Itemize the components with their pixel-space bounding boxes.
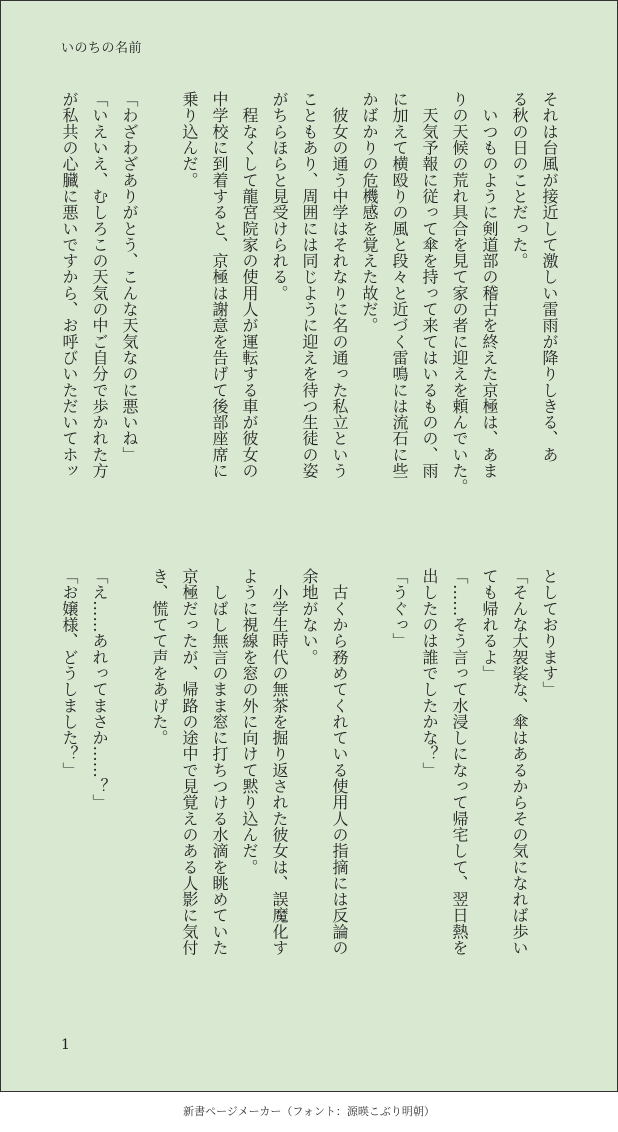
text-line: 「いえいえ、むしろこの天気の中ご自分で歩かれた方: [90, 91, 109, 479]
text-line: それは台風が接近して激しい雷雨が降りしきる、あ: [540, 91, 559, 463]
text-line: き、慌てて声をあげた。: [150, 568, 169, 746]
text-line: がちらほらと見受けられる。: [270, 91, 289, 301]
text-line: かばかりの危機感を覚えた故だ。: [360, 91, 379, 334]
text-line: 程なくして龍宮院家の使用人が運転する車が彼女の: [240, 91, 259, 479]
text-line: る秋の日のことだった。: [510, 91, 529, 269]
text-line: 出したのは誰でしたかな？」: [420, 568, 439, 778]
text-line: こともあり、周囲には同じように迎えを待つ生徒の姿: [300, 91, 319, 479]
text-line: 「……そう言って水浸しになって帰宅して、翌日熱を: [450, 568, 469, 956]
text-line: 中学校に到着すると、京極は謝意を告げて後部座席に: [210, 91, 229, 479]
text-line: ように視線を窓の外に向けて黙り込んだ。: [240, 568, 259, 875]
page-header-title: いのちの名前: [61, 41, 143, 56]
page-number: 1: [61, 1037, 70, 1053]
text-line: 「お嬢様、どうしました？」: [60, 568, 79, 778]
text-line: りの天候の荒れ具合を見て家の者に迎えを頼んでいた。: [450, 91, 469, 495]
text-line: しばし無言のまま窓に打ちつける水滴を眺めていた: [210, 568, 229, 956]
text-line: [144, 91, 174, 521]
text-line: に加えて横殴りの風と段々と近づく雷鳴には流石に些: [390, 91, 409, 479]
text-line: 「そんな大袈裟な、傘はあるからその気になれば歩い: [510, 568, 529, 956]
text-line: [354, 568, 384, 998]
text-line: 天気予報に従って傘を持って来てはいるものの、雨: [420, 91, 439, 479]
text-line: いつものように剣道部の稽古を終えた京極は、あま: [480, 91, 499, 479]
text-line: 小学生時代の無茶を掘り返された彼女は、誤魔化す: [270, 568, 289, 956]
footer-credit: 新書ページメーカー（フォント：源暎こぶり明朝）: [183, 1105, 435, 1118]
text-line: 彼女の通う中学はそれなりに名の通った私立という: [330, 91, 349, 479]
text-line: 乗り込んだ。: [180, 91, 199, 188]
upper-text-block: [54, 91, 564, 521]
text-line: 「え……あれってまさか……？」: [90, 568, 109, 811]
text-line: [114, 568, 144, 998]
text-line: 「うぐっ」: [390, 568, 409, 649]
text-line: が私共の心臓に悪いですから、お呼びいただいてホッ: [60, 91, 79, 479]
text-line: 「わざわざありがとう、こんな天気なのに悪いね」: [120, 91, 139, 463]
text-line: 余地がない。: [300, 568, 319, 665]
text-line: としております」: [540, 568, 559, 698]
text-line: ても帰れるよ」: [480, 568, 499, 682]
text-line: 古くから務めてくれている使用人の指摘には反論の: [330, 568, 349, 956]
lower-text-block: [54, 568, 564, 998]
text-line: 京極だったが、帰路の途中で見覚えのある人影に気付: [180, 568, 199, 956]
